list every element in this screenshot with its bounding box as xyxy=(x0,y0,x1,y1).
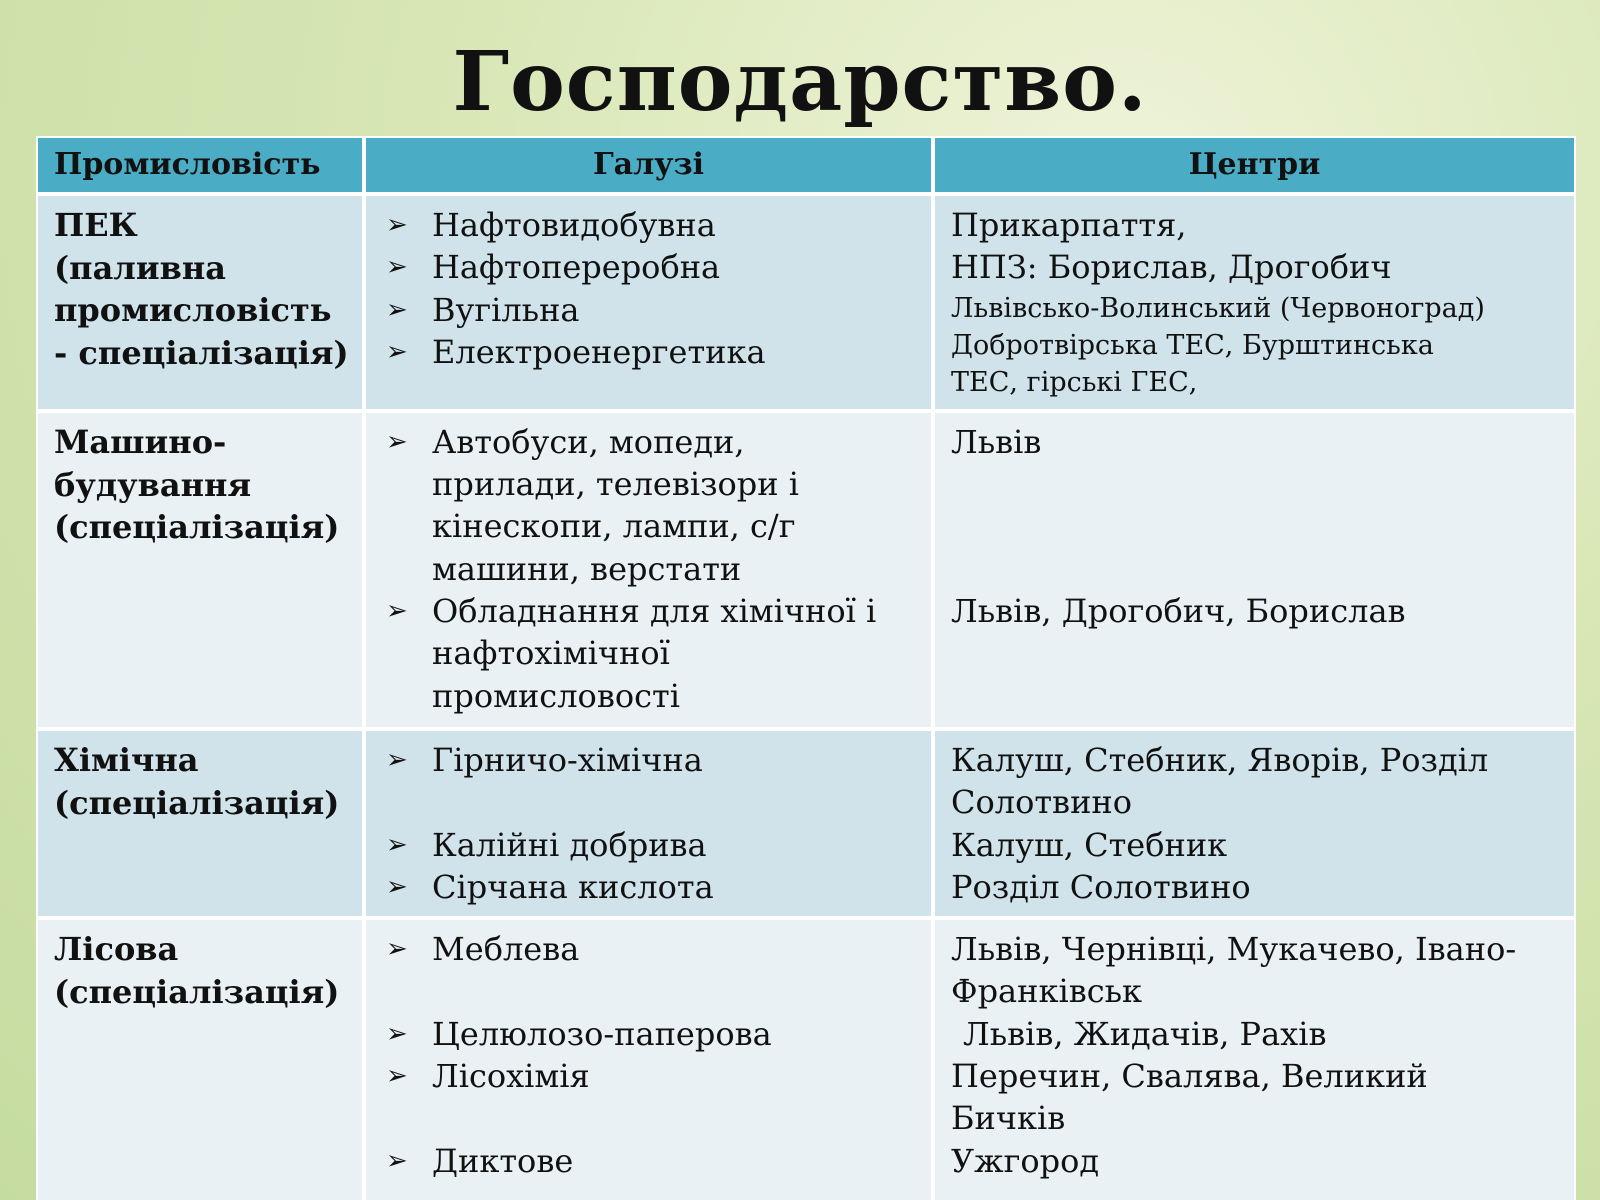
header-cell-centers xyxy=(935,138,1574,192)
center-line: Ужгород xyxy=(951,1142,1100,1180)
branches-cell xyxy=(366,731,931,916)
branch-text: Лісохімія xyxy=(432,1057,590,1095)
branch-text: Вугільна xyxy=(432,291,580,329)
industry-name-line: (спеціалізація) xyxy=(54,783,340,822)
branches-cell xyxy=(366,196,931,409)
header-cell-industry xyxy=(38,138,362,192)
branch-text: Автобуси, мопеди, xyxy=(432,423,745,461)
industry-name-line: - спеціалізація) xyxy=(54,333,349,372)
arrow-bullet-icon: ➢ xyxy=(386,934,408,964)
arrow-bullet-icon: ➢ xyxy=(386,596,408,626)
header-cell-branches xyxy=(366,138,931,192)
industry-name-line: промисловість xyxy=(54,291,332,329)
branch-text: Електроенергетика xyxy=(432,333,766,371)
center-line: Розділ Солотвино xyxy=(951,868,1251,906)
center-line: Бичків xyxy=(951,1099,1066,1137)
branch-text: прилади, телевізори і xyxy=(432,465,800,503)
industry-cell xyxy=(38,196,362,409)
industry-table xyxy=(36,136,1576,1200)
center-line: Франківськ xyxy=(951,972,1143,1010)
branch-text: нафтохімічної xyxy=(432,634,670,672)
table-row xyxy=(36,413,1576,727)
arrow-bullet-icon: ➢ xyxy=(386,210,408,240)
table-row xyxy=(36,920,1576,1200)
branch-text: Целюлозо-паперова xyxy=(432,1015,772,1053)
center-line: Перечин, Свалява, Великий xyxy=(951,1057,1428,1095)
center-line: ТЕС, гірські ГЕС, xyxy=(951,367,1198,398)
industry-name-line: ПЕК xyxy=(54,206,138,244)
center-line: Прикарпаття, xyxy=(951,206,1187,244)
table-row xyxy=(36,196,1576,409)
industry-name-line: Хімічна xyxy=(54,741,199,779)
arrow-bullet-icon: ➢ xyxy=(386,1146,408,1176)
center-line: Калуш, Стебник xyxy=(951,826,1228,864)
arrow-bullet-icon: ➢ xyxy=(386,1019,408,1049)
branch-text: Обладнання для хімічної і xyxy=(432,592,877,630)
branch-text: машини, верстати xyxy=(432,550,742,588)
branch-text: Нафтовидобувна xyxy=(432,206,716,244)
centers-cell xyxy=(935,196,1574,409)
industry-name-line: будування xyxy=(54,465,252,504)
center-line: Львівсько-Волинський (Червоноград) xyxy=(951,293,1485,324)
branch-text: кінескопи, лампи, с/г xyxy=(432,507,796,545)
center-line: Львів xyxy=(951,423,1042,461)
arrow-bullet-icon: ➢ xyxy=(386,427,408,457)
branch-text: промисловості xyxy=(432,677,680,715)
industry-cell xyxy=(38,731,362,916)
branch-text: Гірничо-хімічна xyxy=(432,741,703,779)
industry-name-line: (паливна xyxy=(54,248,226,287)
arrow-bullet-icon: ➢ xyxy=(386,872,408,902)
center-line: Львів, Дрогобич, Борислав xyxy=(951,592,1406,630)
centers-cell xyxy=(935,920,1574,1200)
branches-cell xyxy=(366,413,931,727)
branch-text: Нафтопереробна xyxy=(432,248,721,286)
arrow-bullet-icon: ➢ xyxy=(386,1061,408,1091)
branch-text: Меблева xyxy=(432,930,580,968)
centers-cell xyxy=(935,413,1574,727)
industry-cell xyxy=(38,413,362,727)
industry-cell xyxy=(38,920,362,1200)
arrow-bullet-icon: ➢ xyxy=(386,252,408,282)
center-line: Добротвірська ТЕС, Бурштинська xyxy=(951,330,1434,361)
arrow-bullet-icon: ➢ xyxy=(386,745,408,775)
center-line: Калуш, Стебник, Яворів, Розділ xyxy=(951,741,1489,779)
industry-name-line: (спеціалізація) xyxy=(54,972,340,1011)
arrow-bullet-icon: ➢ xyxy=(386,830,408,860)
table-row xyxy=(36,731,1576,916)
branches-cell xyxy=(366,920,931,1200)
centers-cell xyxy=(935,731,1574,916)
branch-text: Калійні добрива xyxy=(432,826,707,864)
header-industry-label: Промисловість xyxy=(54,147,321,182)
header-centers-label: Центри xyxy=(1188,147,1321,182)
page-title: Господарство. xyxy=(452,34,1148,130)
arrow-bullet-icon: ➢ xyxy=(386,337,408,367)
header-branches-label: Галузі xyxy=(592,147,705,182)
center-line: НПЗ: Борислав, Дрогобич xyxy=(951,248,1392,286)
branch-text: Диктове xyxy=(432,1142,574,1180)
industry-name-line: Лісова xyxy=(54,930,179,968)
center-line: Львів, Чернівці, Мукачево, Івано- xyxy=(951,930,1517,968)
branch-text: Сірчана кислота xyxy=(432,868,714,906)
center-line: Солотвино xyxy=(951,783,1132,821)
industry-name-line: (спеціалізація) xyxy=(54,508,340,546)
center-line: Львів, Жидачів, Рахів xyxy=(963,1015,1327,1053)
table-header-row xyxy=(36,138,1576,192)
arrow-bullet-icon: ➢ xyxy=(386,295,408,325)
industry-name-line: Машино- xyxy=(54,423,227,461)
